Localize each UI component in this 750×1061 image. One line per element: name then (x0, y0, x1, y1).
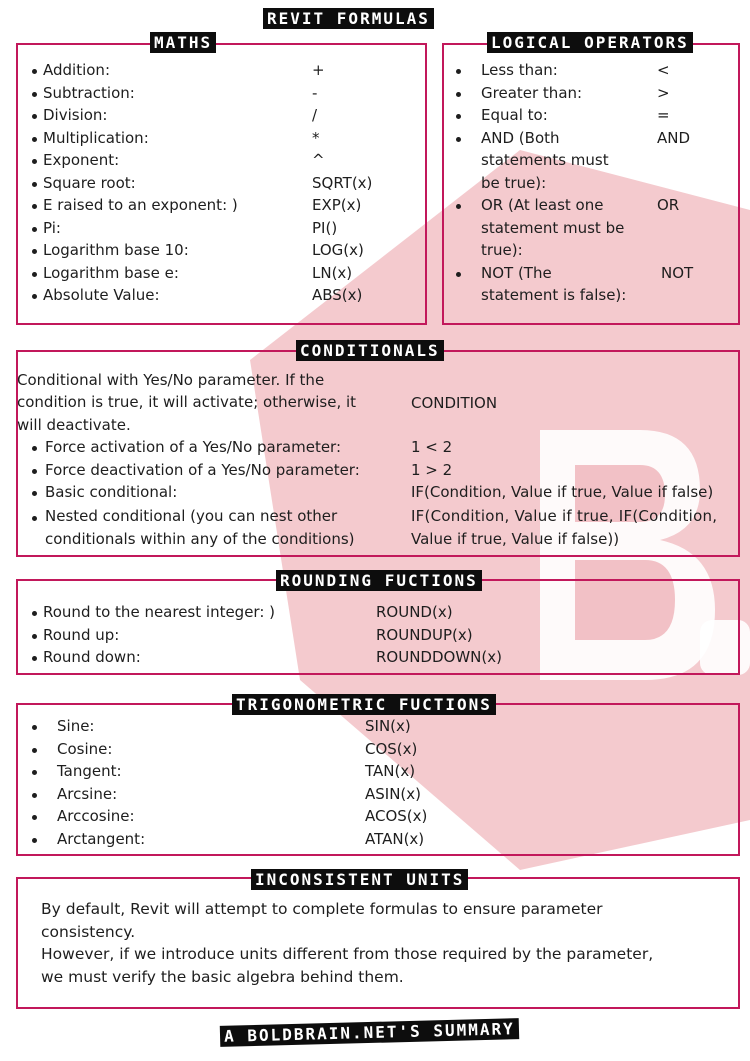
item-label-continued: statements must (481, 151, 609, 169)
inconsistent-units-heading: INCONSISTENT UNITS (251, 869, 468, 890)
bullet (32, 634, 37, 639)
item-value: > (657, 83, 670, 102)
bullet (32, 159, 37, 164)
item-label-continued: statement must be (481, 218, 625, 237)
item-label: Absolute Value: (43, 286, 160, 304)
item-label: Multiplication: (43, 128, 149, 147)
conditionals-heading: CONDITIONALS (296, 340, 444, 361)
item-label: Exponent: (43, 151, 120, 169)
rounding-functions-heading: ROUNDING FUCTIONS (276, 570, 482, 591)
bullet (32, 491, 37, 496)
item-value: TAN(x) (365, 762, 416, 780)
conditionals-intro-line2: condition is true, it will activate; otherwise, it (17, 393, 357, 411)
item-value: ATAN(x) (365, 829, 425, 848)
maths-heading: MATHS (150, 32, 216, 53)
bullet (32, 446, 37, 451)
item-value: NOT (661, 263, 694, 282)
item-label: NOT (The (481, 263, 552, 282)
nested-conditional-label-line2: conditionals within any of the conditions) (45, 530, 355, 548)
item-label: Arctangent: (57, 829, 146, 848)
item-label: Square root: (43, 173, 136, 192)
conditionals-intro-line1: Conditional with Yes/No parameter. If the (17, 371, 325, 389)
item-value: ^ (312, 151, 325, 169)
item-value: 1 < 2 (411, 438, 453, 456)
item-label: Tangent: (57, 762, 122, 780)
item-label: Division: (43, 106, 108, 124)
item-value: ROUNDDOWN(x) (376, 648, 502, 666)
units-line1: By default, Revit will attempt to complete formulas to ensure parameter (41, 900, 603, 918)
bullet (456, 69, 461, 74)
item-value: + (312, 61, 325, 79)
item-value: - (312, 83, 318, 102)
item-label: Round down: (43, 648, 141, 666)
bullet (32, 516, 37, 521)
bullet (456, 272, 461, 277)
item-label: Greater than: (481, 83, 583, 102)
bullet (32, 725, 37, 730)
item-label: Round up: (43, 625, 120, 644)
item-value: OR (657, 196, 680, 214)
bullet (456, 114, 461, 119)
bullet (32, 793, 37, 798)
page-title: REVIT FORMULAS (263, 8, 434, 29)
bullet (32, 137, 37, 142)
bullet (32, 249, 37, 254)
bullet (456, 137, 461, 142)
bullet (456, 204, 461, 209)
item-value: ABS(x) (312, 286, 363, 304)
item-label: Force activation of a Yes/No parameter: (45, 438, 342, 456)
item-value: EXP(x) (312, 196, 362, 214)
item-value: LN(x) (312, 263, 353, 282)
item-label: E raised to an exponent: ) (43, 196, 238, 214)
item-label: OR (At least one (481, 196, 604, 214)
conditionals-intro-line3: will deactivate. (17, 416, 131, 434)
units-line3: However, if we introduce units different from those required by the parameter, (41, 945, 654, 963)
bullet (456, 92, 461, 97)
item-value: COS(x) (365, 739, 418, 758)
item-value: SQRT(x) (312, 173, 373, 192)
item-value: * (312, 128, 320, 147)
nested-conditional-value-line1: IF(Condition, Value if true, IF(Condition, (411, 507, 718, 525)
item-label: Force deactivation of a Yes/No parameter: (45, 460, 360, 479)
bullet (32, 770, 37, 775)
item-label-continued: be true): (481, 173, 547, 192)
bullet (32, 294, 37, 299)
item-label: Subtraction: (43, 83, 135, 102)
item-value: IF(Condition, Value if true, Value if false) (411, 483, 714, 501)
item-value: ACOS(x) (365, 807, 428, 825)
item-label: Addition: (43, 61, 110, 79)
item-label: Equal to: (481, 106, 548, 124)
footer-credit: A BOLDBRAIN.NET'S SUMMARY (220, 1018, 519, 1047)
bullet (32, 69, 37, 74)
item-value: LOG(x) (312, 241, 364, 259)
nested-conditional-label-line1: Nested conditional (you can nest other (45, 507, 338, 525)
item-label: AND (Both (481, 128, 560, 147)
bullet (32, 748, 37, 753)
item-label: Cosine: (57, 739, 113, 758)
item-label: Less than: (481, 61, 558, 79)
conditionals-intro-value: CONDITION (411, 394, 498, 412)
item-label-continued: true): (481, 241, 523, 259)
bullet (32, 656, 37, 661)
bullet (32, 92, 37, 97)
item-value: AND (657, 128, 691, 147)
bullet (32, 469, 37, 474)
bullet (32, 114, 37, 119)
item-label: Round to the nearest integer: ) (43, 603, 276, 621)
item-label: Basic conditional: (45, 483, 178, 501)
item-value: 1 > 2 (411, 460, 453, 479)
item-value: PI() (312, 218, 338, 237)
nested-conditional-value-line2: Value if true, Value if false)) (411, 530, 620, 548)
item-label-continued: statement is false): (481, 286, 627, 304)
bullet (32, 204, 37, 209)
bullet (32, 838, 37, 843)
bullet (32, 815, 37, 820)
bullet (32, 182, 37, 187)
logical-operators-heading: LOGICAL OPERATORS (487, 32, 693, 53)
item-label: Arcsine: (57, 784, 118, 803)
item-value: ROUND(x) (376, 603, 453, 621)
units-line2: consistency. (41, 923, 136, 941)
item-value: ASIN(x) (365, 784, 422, 803)
item-value: < (657, 61, 670, 79)
units-line4: we must verify the basic algebra behind them. (41, 968, 404, 986)
trigonometric-functions-heading: TRIGONOMETRIC FUCTIONS (232, 694, 496, 715)
bullet (32, 611, 37, 616)
bullet (32, 227, 37, 232)
item-label: Arccosine: (57, 807, 135, 825)
item-value: ROUNDUP(x) (376, 625, 473, 644)
item-label: Sine: (57, 717, 95, 735)
item-label: Logarithm base 10: (43, 241, 189, 259)
item-value: = (657, 106, 670, 124)
item-label: Pi: (43, 218, 61, 237)
item-label: Logarithm base e: (43, 263, 179, 282)
bullet (32, 272, 37, 277)
item-value: / (312, 106, 318, 124)
item-value: SIN(x) (365, 717, 411, 735)
